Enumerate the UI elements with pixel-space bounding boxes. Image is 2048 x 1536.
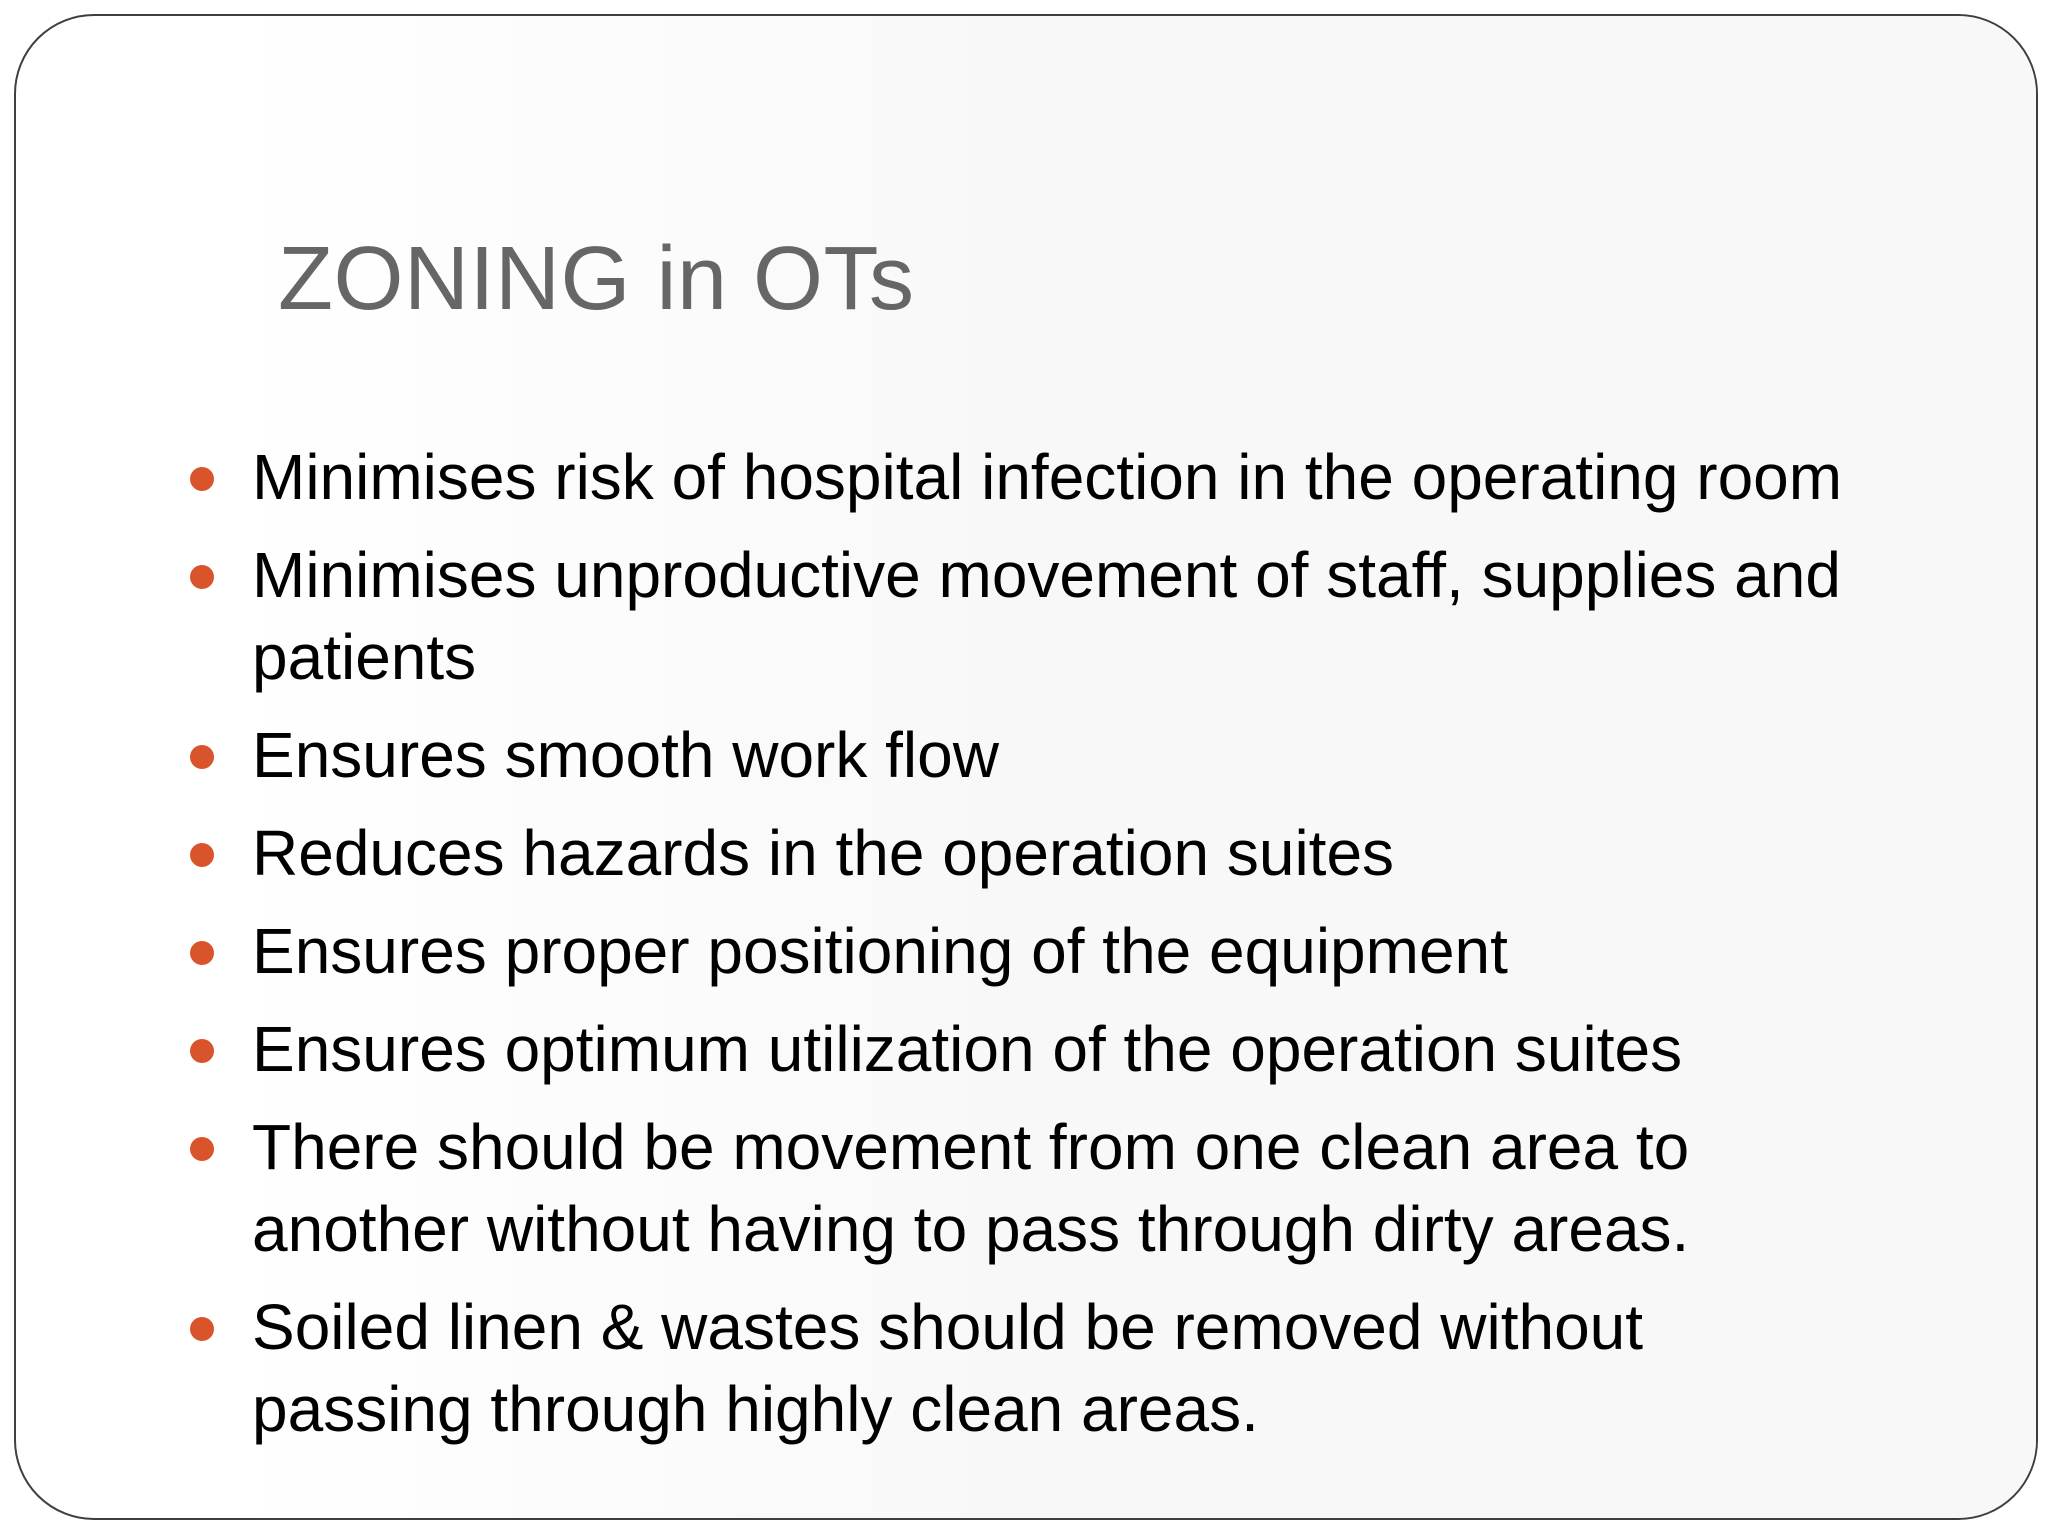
bullet-dot-icon [190, 745, 214, 769]
bullet-dot-icon [190, 1317, 214, 1341]
bullet-item [176, 1106, 1856, 1270]
bullet-item [176, 910, 1856, 992]
bullet-dot-icon [190, 843, 214, 867]
bullet-list [176, 436, 1856, 1466]
bullet-item [176, 534, 1856, 698]
bullet-dot-icon [190, 941, 214, 965]
bullet-dot-icon [190, 1039, 214, 1063]
bullet-item [176, 1008, 1856, 1090]
bullet-dot-icon [190, 1137, 214, 1161]
bullet-item [176, 714, 1856, 796]
bullet-text: Ensures smooth work flow [252, 719, 999, 791]
bullet-item [176, 436, 1856, 518]
bullet-dot-icon [190, 467, 214, 491]
bullet-dot-icon [190, 565, 214, 589]
bullet-text: Minimises unproductive movement of staff, supplies and patients [252, 539, 1841, 693]
bullet-text: Minimises risk of hospital infection in the operating room [252, 441, 1843, 513]
slide-frame [14, 14, 2038, 1520]
bullet-item [176, 812, 1856, 894]
bullet-text: There should be movement from one clean area to another without having to pass through dirty areas. [252, 1111, 1690, 1265]
bullet-text: Ensures proper positioning of the equipment [252, 915, 1508, 987]
bullet-item [176, 1286, 1856, 1450]
bullet-text: Soiled linen & wastes should be removed without passing through highly clean areas. [252, 1291, 1644, 1445]
bullet-text: Ensures optimum utilization of the operation suites [252, 1013, 1683, 1085]
bullet-text: Reduces hazards in the operation suites [252, 817, 1395, 889]
slide-title: ZONING in OTs [278, 229, 915, 329]
